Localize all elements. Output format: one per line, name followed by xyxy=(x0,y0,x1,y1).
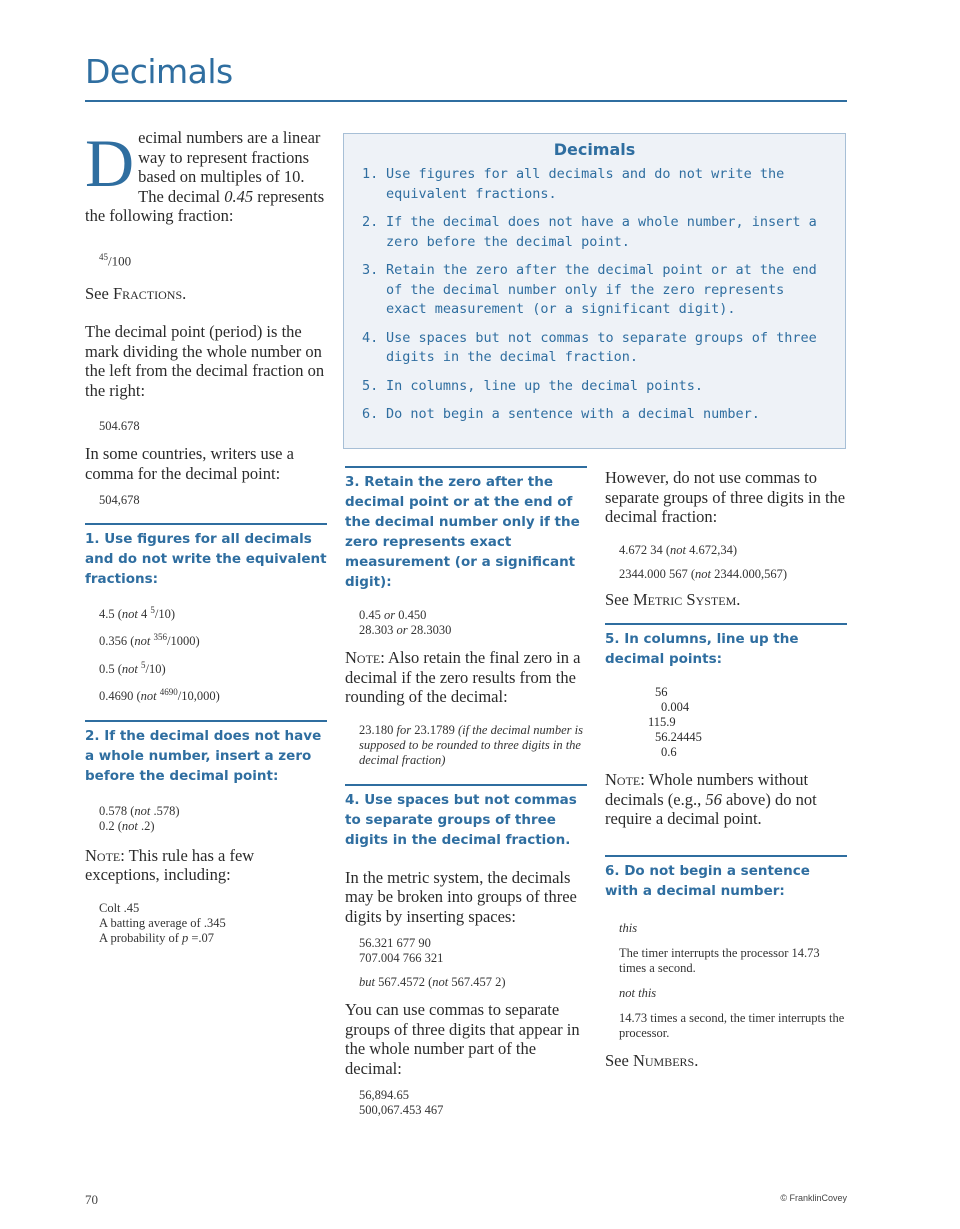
rule-3-heading: 3. Retain the zero after the decimal point or at the end of the decimal number only if the zero represents exact measurement (or a significant digit): xyxy=(345,466,587,592)
summary-item-text: Do not begin a sentence with a decimal number. xyxy=(386,406,760,422)
see-label: See xyxy=(85,283,113,303)
aligned-value: 56 xyxy=(655,685,668,699)
aligned-value: 56.24445 xyxy=(655,730,702,744)
decimal-point-paragraph: The decimal point (period) is the mark dividing the whole number on the left from the decimal fraction on the right: xyxy=(85,322,325,400)
rule-2-heading: 2. If the decimal does not have a whole number, insert a zero before the decimal point: xyxy=(85,720,327,786)
summary-item-text: Retain the zero after the decimal point or at the end of the decimal number only if the zero represents exact measurement (or a significant digit). xyxy=(386,262,817,317)
see-end: . xyxy=(736,589,741,609)
rule-2-example xyxy=(99,804,327,819)
this-label: this xyxy=(619,920,638,935)
summary-item-text: Use figures for all decimals and do not write the equivalent fractions. xyxy=(386,166,785,202)
see-end: . xyxy=(182,283,187,303)
summary-item-number: 1. xyxy=(362,166,379,182)
ex-text: 0.2 ( xyxy=(99,818,122,833)
ex-text: 4.5 ( xyxy=(99,607,122,622)
see-numbers-link[interactable]: Numbers xyxy=(632,1050,695,1070)
rule-3-example xyxy=(359,608,587,623)
column-2 xyxy=(345,466,587,1118)
exceptions-note xyxy=(85,846,327,885)
note-label: Note xyxy=(345,648,381,667)
metric-example xyxy=(359,975,587,990)
however-example xyxy=(619,567,847,582)
ex-post: 28.3030 xyxy=(407,623,452,637)
ex-text: 0.4690 ( xyxy=(99,688,141,703)
fraction-denominator: /100 xyxy=(108,252,132,268)
ex-but: but xyxy=(359,975,375,989)
metric-examples xyxy=(345,936,587,990)
intro-paragraph xyxy=(85,125,327,226)
commas-example: 56,894.65 xyxy=(359,1088,409,1102)
exception-item: A batting average of .345 xyxy=(99,915,226,930)
ex-text: 2344.000 567 ( xyxy=(619,566,696,581)
summary-item xyxy=(344,213,845,252)
summary-box xyxy=(343,133,846,449)
ex-sup: 5 xyxy=(150,605,155,616)
aligned-value: 0.004 xyxy=(661,700,690,714)
note-text: : Whole numbers without decimals (e.g., xyxy=(605,770,809,809)
see-numbers xyxy=(605,1051,847,1071)
ex-text: 567.4572 ( xyxy=(374,975,433,989)
summary-item-number: 6. xyxy=(362,406,379,422)
rule-2-example xyxy=(99,819,327,834)
exception-item: Colt .45 xyxy=(99,900,140,915)
comma-paragraph: In some countries, writers use a comma for the decimal point: xyxy=(85,444,294,483)
ex-not: not xyxy=(134,803,151,818)
see-label: See xyxy=(605,1050,633,1070)
rule-2-examples xyxy=(85,804,327,834)
however-paragraph: However, do not use commas to separate groups of three digits in the decimal fraction: xyxy=(605,468,846,526)
note-label: Note xyxy=(85,845,121,865)
rule-1-heading: 1. Use figures for all decimals and do not write the equivalent fractions: xyxy=(85,523,327,589)
ex-post: .578) xyxy=(150,803,180,818)
rule-6-heading: 6. Do not begin a sentence with a decimal number: xyxy=(605,855,847,901)
ex-post: /1000) xyxy=(167,634,200,649)
ex-text: 4.672 34 ( xyxy=(619,542,671,557)
summary-item-text: In columns, line up the decimal points. xyxy=(386,377,703,394)
ex-sup: 356 xyxy=(153,632,168,643)
ex-text: A probability of xyxy=(99,930,182,945)
ex-not: not xyxy=(121,818,138,833)
copyright: © FranklinCovey xyxy=(780,1193,847,1203)
summary-item-number: 3. xyxy=(362,262,379,278)
see-metric xyxy=(605,590,847,610)
note-example: 56 xyxy=(705,789,722,809)
see-metric-link[interactable]: Metric System xyxy=(632,589,737,609)
rounding-note xyxy=(345,648,587,707)
ex-post: .2) xyxy=(137,818,155,833)
rule-1-example xyxy=(99,630,327,649)
rule-3-example xyxy=(359,623,587,638)
comma-example: 504,678 xyxy=(99,493,140,508)
ex-post: 2344.000,567) xyxy=(711,566,788,581)
commas-paragraph: You can use commas to separate groups of three digits that appear in the whole number part of the decimal: xyxy=(345,1000,580,1078)
ex-not: not xyxy=(432,975,449,989)
this-example: The timer interrupts the processor 14.73 times a second. xyxy=(619,945,820,975)
aligned-decimals xyxy=(605,685,847,760)
however-example xyxy=(619,543,847,558)
intro-text: ecimal numbers are a linear way to represent fractions based on multiples of 10. The decimal xyxy=(138,128,321,206)
summary-list xyxy=(344,165,845,425)
summary-item xyxy=(344,329,845,368)
column-1 xyxy=(85,125,327,946)
see-label: See xyxy=(605,589,633,609)
ex-explanation: (if the decimal number is supposed to be rounded to three digits in the decimal fraction) xyxy=(359,722,583,767)
exception-item xyxy=(99,931,327,946)
note-label: Note xyxy=(605,770,641,789)
rule-3-examples xyxy=(345,608,587,638)
ex-not: not xyxy=(121,661,138,676)
not-this-example: 14.73 times a second, the timer interrupts the processor. xyxy=(619,1010,845,1040)
ex-text: 0.578 ( xyxy=(99,803,135,818)
ex-sup: 4690 xyxy=(159,686,178,697)
title-divider xyxy=(85,100,847,102)
column-3 xyxy=(605,468,847,1070)
summary-item-text: If the decimal does not have a whole number, insert a zero before the decimal point. xyxy=(386,214,817,250)
aligned-value: 115.9 xyxy=(648,715,676,729)
ex-post: =.07 xyxy=(188,930,215,945)
see-fractions-link[interactable]: Fractions xyxy=(112,283,183,303)
metric-paragraph: In the metric system, the decimals may be broken into groups of three digits by inserting spaces: xyxy=(345,867,577,926)
however-examples xyxy=(605,543,847,582)
rounding-example xyxy=(359,723,587,768)
summary-title: Decimals xyxy=(553,140,636,159)
exceptions-list xyxy=(85,901,327,946)
drop-cap: D xyxy=(85,125,135,201)
ex-text: 0.356 ( xyxy=(99,634,135,649)
ex-sup: 5 xyxy=(141,659,146,670)
whole-numbers-note xyxy=(605,770,847,829)
rule-4-heading: 4. Use spaces but not commas to separate groups of three digits in the decimal fraction. xyxy=(345,784,587,850)
page-number: 70 xyxy=(85,1192,98,1207)
ex-text: 0.5 ( xyxy=(99,661,122,676)
intro-text-end: represents the following fraction: xyxy=(85,186,325,225)
point-example: 504.678 xyxy=(99,419,140,434)
see-end: . xyxy=(694,1050,699,1070)
ex-post: 567.457 2) xyxy=(448,975,506,989)
summary-item-number: 4. xyxy=(362,329,379,346)
summary-item xyxy=(344,261,845,320)
metric-example: 56.321 677 90 xyxy=(359,936,431,950)
ex-or: or xyxy=(384,608,396,622)
summary-item xyxy=(344,405,845,425)
ex-not: not xyxy=(134,634,151,649)
metric-example: 707.004 766 321 xyxy=(359,951,444,965)
ex-not: not xyxy=(670,542,687,557)
ex-not: not xyxy=(140,688,157,703)
ex-var: p xyxy=(181,930,189,945)
ex-text: 0.45 xyxy=(359,608,384,622)
ex-post: 0.450 xyxy=(395,608,427,622)
ex-mid: 23.1789 xyxy=(411,722,458,737)
rule-5-heading: 5. In columns, line up the decimal points: xyxy=(605,623,847,669)
ex-post: /10) xyxy=(154,607,176,622)
rule-1-example xyxy=(99,658,327,677)
ex-mid: 4 xyxy=(137,607,151,622)
intro-example: 0.45 xyxy=(224,186,254,206)
ex-for: for xyxy=(396,722,412,737)
note-text-end: above) do not require a decimal point. xyxy=(605,789,817,828)
ex-not: not xyxy=(121,607,138,622)
commas-example: 500,067.453 467 xyxy=(359,1103,444,1117)
ex-text: 28.303 xyxy=(359,623,397,637)
see-fractions xyxy=(85,284,327,304)
ex-or: or xyxy=(396,623,408,637)
ex-text: 23.180 xyxy=(359,722,397,737)
ex-post: 4.672,34) xyxy=(686,542,738,557)
ex-post: /10,000) xyxy=(177,688,220,703)
rule-1-example xyxy=(99,685,327,704)
summary-item-number: 5. xyxy=(362,377,379,394)
fraction-numerator: 45 xyxy=(99,251,108,262)
aligned-value: 0.6 xyxy=(661,745,677,759)
ex-not: not xyxy=(695,566,712,581)
commas-examples xyxy=(345,1088,587,1118)
fraction-example xyxy=(99,250,327,268)
summary-item-text: Use spaces but not commas to separate groups of three digits in the decimal fraction. xyxy=(386,329,817,365)
rule-1-examples xyxy=(85,603,327,704)
ex-post: /10) xyxy=(145,661,166,676)
not-this-label: not this xyxy=(619,985,657,1000)
rule-1-example xyxy=(99,603,327,622)
page-title: Decimals xyxy=(85,52,233,91)
note-text: : Also retain the final zero in a decimal if the zero results from the rounding of the decimal: xyxy=(345,648,581,706)
summary-item-number: 2. xyxy=(362,214,379,230)
note-text: : This rule has a few exceptions, including: xyxy=(85,845,255,885)
summary-item xyxy=(344,165,845,204)
summary-item xyxy=(344,377,845,397)
